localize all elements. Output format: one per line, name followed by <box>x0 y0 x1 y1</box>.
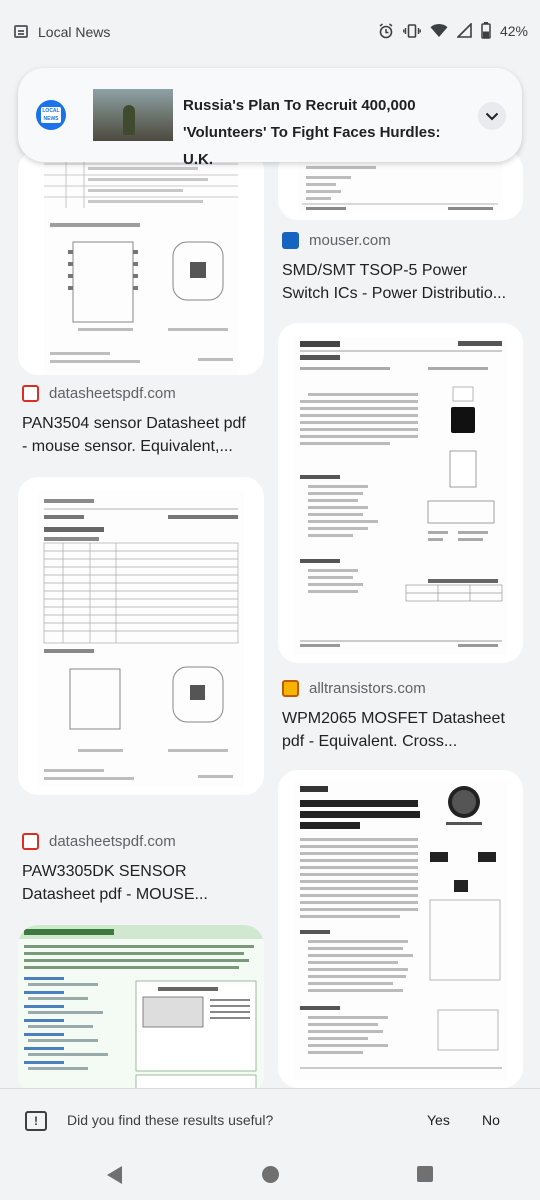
datasheet-preview <box>278 770 523 1088</box>
result-image-nct75[interactable] <box>278 770 523 1088</box>
result-title[interactable]: PAW3305DK SENSOR Datasheet pdf - MOUSE... <box>22 863 208 903</box>
feedback-yes-button[interactable]: Yes <box>427 1112 450 1128</box>
result-source[interactable]: datasheetspdf.com <box>22 833 176 850</box>
expand-notification-button[interactable] <box>478 102 506 130</box>
result-source[interactable]: alltransistors.com <box>282 680 426 697</box>
back-icon[interactable] <box>107 1166 122 1184</box>
result-title[interactable]: SMD/SMT TSOP-5 Power Switch ICs - Power Distributio... <box>282 262 507 302</box>
alltransistors-logo-icon <box>282 680 299 697</box>
result-source[interactable]: datasheetspdf.com <box>22 385 176 402</box>
mouser-logo-icon <box>282 232 299 249</box>
result-image-pan3504[interactable] <box>18 150 264 375</box>
navigation-bar <box>0 1154 540 1200</box>
datasheet-preview <box>18 477 264 795</box>
wifi-icon <box>430 23 448 38</box>
home-icon[interactable] <box>262 1166 279 1183</box>
datasheet-preview <box>18 925 264 1095</box>
vibrate-icon <box>403 23 421 39</box>
datasheet-preview <box>18 150 264 375</box>
chevron-down-icon <box>485 112 499 121</box>
notification-headline: Russia's Plan To Recruit 400,000 'Volunteers' To Fight Faces Hurdles: U.K. <box>183 97 441 168</box>
feedback-bar <box>0 1088 540 1154</box>
news-notification[interactable] <box>18 68 522 168</box>
notification-thumbnail <box>93 89 173 141</box>
system-icons <box>378 22 528 39</box>
news-app-icon <box>14 25 28 38</box>
feedback-question: Did you find these results useful? <box>67 1112 274 1128</box>
result-image-amplifier[interactable] <box>18 925 264 1095</box>
pdf-site-logo-icon <box>22 833 39 850</box>
recent-apps-icon[interactable] <box>417 1166 433 1182</box>
pdf-site-logo-icon <box>22 385 39 402</box>
result-title[interactable]: PAN3504 sensor Datasheet pdf - mouse sensor. Equivalent,... <box>22 415 246 455</box>
alarm-icon <box>378 23 394 39</box>
status-app-name: Local News <box>38 24 111 40</box>
local-news-logo-icon: LOCAL NEWS <box>36 100 66 130</box>
datasheet-preview <box>278 323 523 663</box>
battery-icon <box>481 22 491 39</box>
status-bar <box>0 0 540 62</box>
result-source[interactable]: mouser.com <box>282 232 391 249</box>
battery-percent: 42% <box>499 22 528 39</box>
feedback-no-button[interactable]: No <box>482 1112 500 1128</box>
feedback-icon: ! <box>25 1111 47 1131</box>
result-image-wpm2065[interactable] <box>278 323 523 663</box>
result-image-paw3305dk[interactable] <box>18 477 264 795</box>
cell-signal-icon <box>457 23 472 38</box>
result-title[interactable]: WPM2065 MOSFET Datasheet pdf - Equivalent. Cross... <box>282 710 505 750</box>
